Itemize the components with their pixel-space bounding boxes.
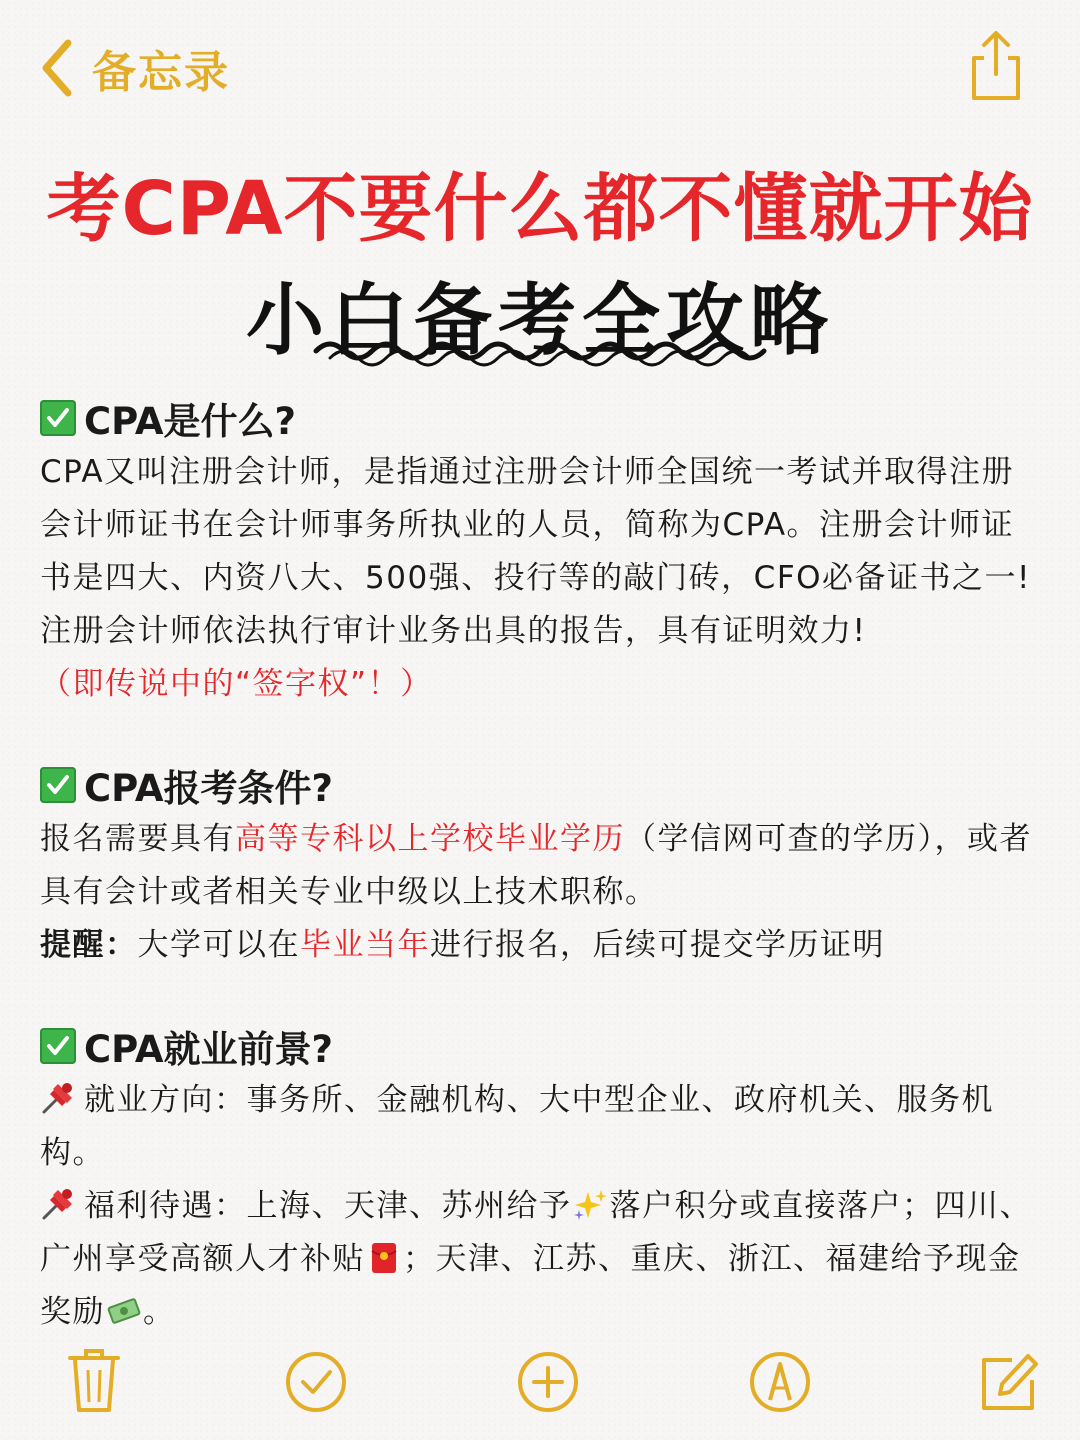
wave-underline-icon (312, 334, 768, 368)
heading-text: CPA是什么? (84, 400, 296, 443)
sparkles-icon (574, 1188, 608, 1222)
red-envelope-icon (367, 1241, 401, 1275)
highlight-text: 高等专科以上学校毕业学历 (235, 821, 625, 857)
reminder-label: 提醒： (40, 927, 138, 963)
text-run: 大学可以在 (137, 927, 300, 963)
note-content (40, 392, 1040, 1387)
bottom-toolbar (0, 1346, 1080, 1426)
add-icon[interactable] (516, 1346, 580, 1416)
section-heading (40, 759, 1040, 811)
paragraph: CPA又叫注册会计师，是指通过注册会计师全国统一考试并取得注册会计师证书在会计师事务所执业的人员，简称为CPA。注册会计师证书是四大、内资八大、500强、投行等的敲门砖，CFO必备证书之一! (40, 454, 1031, 596)
text-run: ；天津、江苏、重庆、浙江、福建给予现金奖励 (40, 1241, 1021, 1330)
markup-pen-icon[interactable] (748, 1346, 812, 1416)
check-mark-icon (40, 1028, 76, 1064)
section-heading (40, 392, 1040, 444)
pushpin-icon (40, 1184, 78, 1222)
section-requirements (40, 759, 1040, 972)
trash-icon[interactable] (62, 1346, 126, 1416)
check-mark-icon (40, 767, 76, 803)
highlight-note: （即传说中的“签字权”！） (40, 666, 433, 702)
checklist-icon[interactable] (284, 1346, 348, 1416)
text-run: 报名需要具有 (40, 821, 235, 857)
headline-black: 小白备考全攻略 (245, 276, 834, 366)
share-icon[interactable] (966, 28, 1026, 104)
paragraph (40, 1074, 1040, 1180)
chevron-left-icon (38, 37, 76, 99)
highlight-text: 毕业当年 (300, 927, 430, 963)
back-label: 备忘录 (92, 47, 230, 98)
back-button[interactable] (38, 36, 230, 100)
money-icon (107, 1294, 141, 1328)
top-bar (0, 0, 1080, 130)
text-run: 福利待遇：上海、天津、苏州给予 (84, 1188, 572, 1224)
text-run: 进行报名，后续可提交学历证明 (430, 927, 885, 963)
heading-text: CPA报考条件? (84, 767, 333, 810)
paragraph (40, 1180, 1040, 1339)
compose-icon[interactable] (976, 1346, 1040, 1416)
text-run: 落户积分或直接落户；四川、广州享受高额人才补贴 (40, 1188, 1032, 1277)
section-what-is-cpa (40, 392, 1040, 711)
section-heading (40, 1020, 1040, 1072)
headline-red: 考CPA不要什么都不懂就开始 (46, 166, 1034, 252)
paragraph: 注册会计师依法执行审计业务出具的报告，具有证明效力! (40, 613, 867, 649)
heading-text: CPA就业前景? (84, 1028, 333, 1071)
reminder (40, 919, 1040, 972)
paragraph (40, 813, 1040, 919)
section-career-outlook (40, 1020, 1040, 1339)
text-run: 就业方向：事务所、金融机构、大中型企业、政府机关、服务机构。 (40, 1082, 994, 1171)
check-mark-icon (40, 400, 76, 436)
text-run: 。 (143, 1294, 176, 1330)
text-run: （学信网可查的学历），或者具有会计或者相关专业中级以上技术职称。 (40, 821, 1032, 910)
pushpin-icon (40, 1078, 78, 1116)
